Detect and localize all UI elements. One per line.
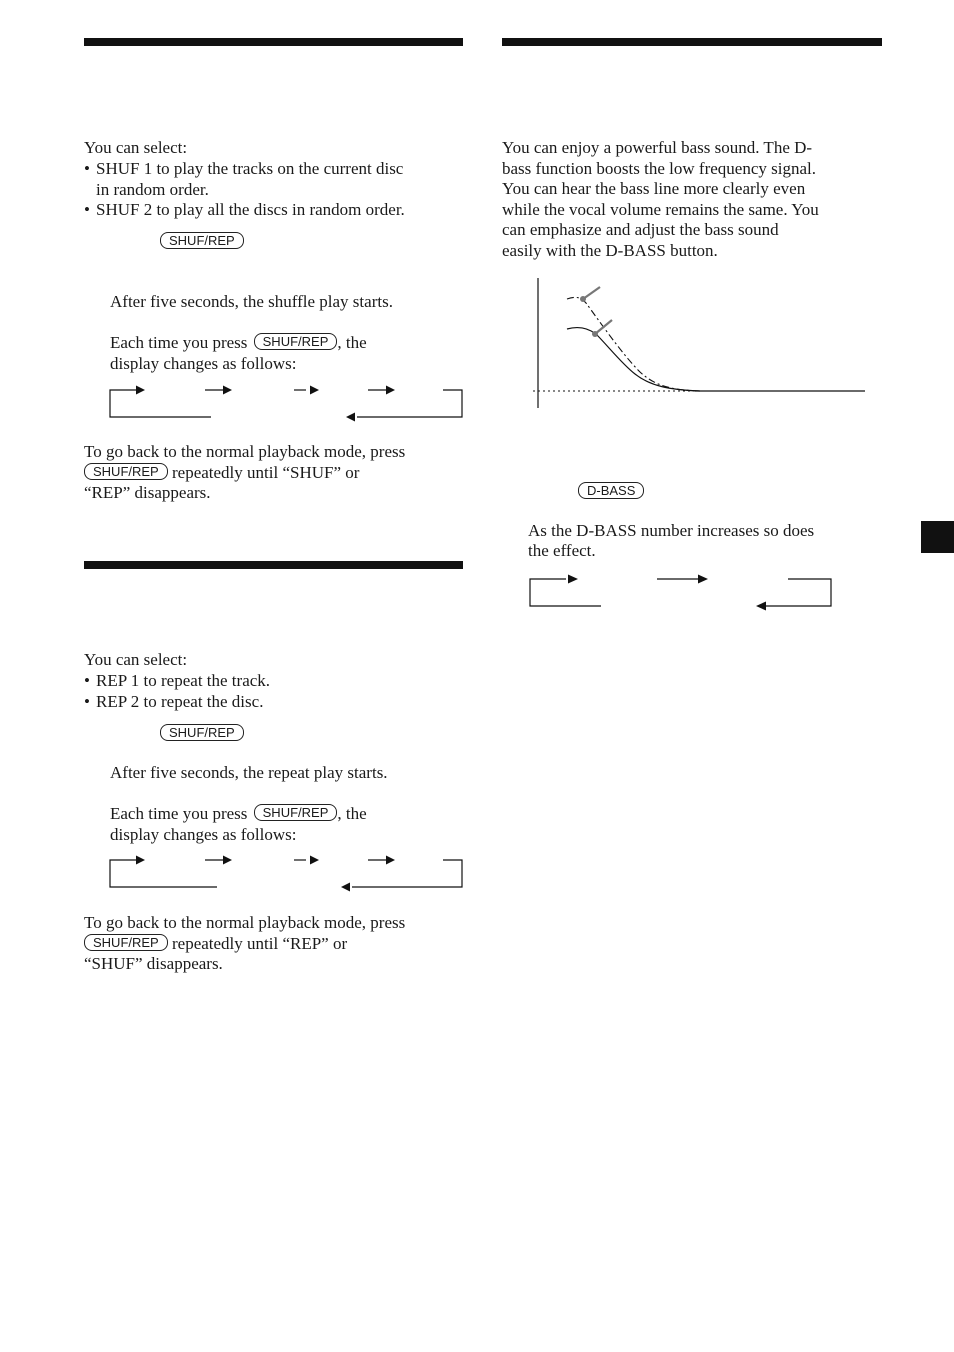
shuffle-each-line2: display changes as follows:	[110, 354, 297, 373]
bullet-dot: •	[84, 692, 90, 711]
shuf-rep-button[interactable]: SHUF/REP	[160, 724, 244, 741]
shuffle-option-2-line1: SHUF 2 to play all the discs in random order.	[96, 200, 405, 219]
repeat-each-line2: display changes as follows:	[110, 825, 297, 844]
dbass-intro-line6: easily with the D-BASS button.	[502, 241, 718, 260]
shuf-rep-button[interactable]: SHUF/REP	[84, 463, 168, 480]
repeat-step-note: After five seconds, the repeat play starts.	[110, 763, 388, 782]
shuffle-intro: You can select:	[84, 138, 188, 157]
repeat-each-suffix: , the	[337, 804, 367, 823]
shuffle-option-1-line2: in random order.	[96, 179, 209, 199]
dbass-intro-line5: can emphasize and adjust the bass sound	[502, 220, 779, 239]
repeat-option-1-line1: REP 1 to repeat the track.	[96, 671, 271, 690]
shuffle-option-1-line1: SHUF 1 to play the tracks on the current disc	[96, 159, 404, 178]
shuffle-each-suffix: , the	[337, 333, 367, 352]
dbass-intro-line2: bass function boosts the low frequency signal.	[502, 159, 816, 178]
dbass-intro-line3: You can hear the bass line more clearly even	[502, 179, 806, 198]
repeat-back-line2-text: repeatedly until “REP” or	[167, 934, 348, 953]
repeat-each-prefix: Each time you press	[110, 804, 248, 823]
dbass-effect-line2: the effect.	[528, 541, 596, 560]
dbass-intro-line1: You can enjoy a powerful bass sound. The D-	[502, 138, 813, 157]
page-edge-tab	[921, 521, 954, 553]
shuffle-step-note: After five seconds, the shuffle play starts.	[110, 292, 393, 311]
shuffle-back-line3: “REP” disappears.	[84, 483, 211, 502]
repeat-option-2-line1: REP 2 to repeat the disc.	[96, 692, 264, 711]
shuf-rep-button[interactable]: SHUF/REP	[84, 934, 168, 951]
d-bass-button[interactable]: D-BASS	[578, 482, 644, 499]
shuffle-back-line2-text: repeatedly until “SHUF” or	[167, 463, 360, 482]
shuf-rep-button[interactable]: SHUF/REP	[160, 232, 244, 249]
shuffle-each-prefix: Each time you press	[110, 333, 248, 352]
bullet-dot: •	[84, 159, 90, 178]
shuffle-back-line1: To go back to the normal playback mode, press	[84, 442, 406, 461]
dbass-intro-line4: while the vocal volume remains the same. You	[502, 200, 819, 219]
repeat-back-line3: “SHUF” disappears.	[84, 954, 223, 973]
bullet-dot: •	[84, 200, 90, 219]
shuf-rep-button[interactable]: SHUF/REP	[254, 333, 338, 350]
repeat-intro: You can select:	[84, 650, 188, 669]
bullet-dot: •	[84, 671, 90, 690]
shuf-rep-button[interactable]: SHUF/REP	[254, 804, 338, 821]
repeat-back-line1: To go back to the normal playback mode, press	[84, 913, 406, 932]
dbass-effect-line1: As the D-BASS number increases so does	[528, 521, 815, 540]
